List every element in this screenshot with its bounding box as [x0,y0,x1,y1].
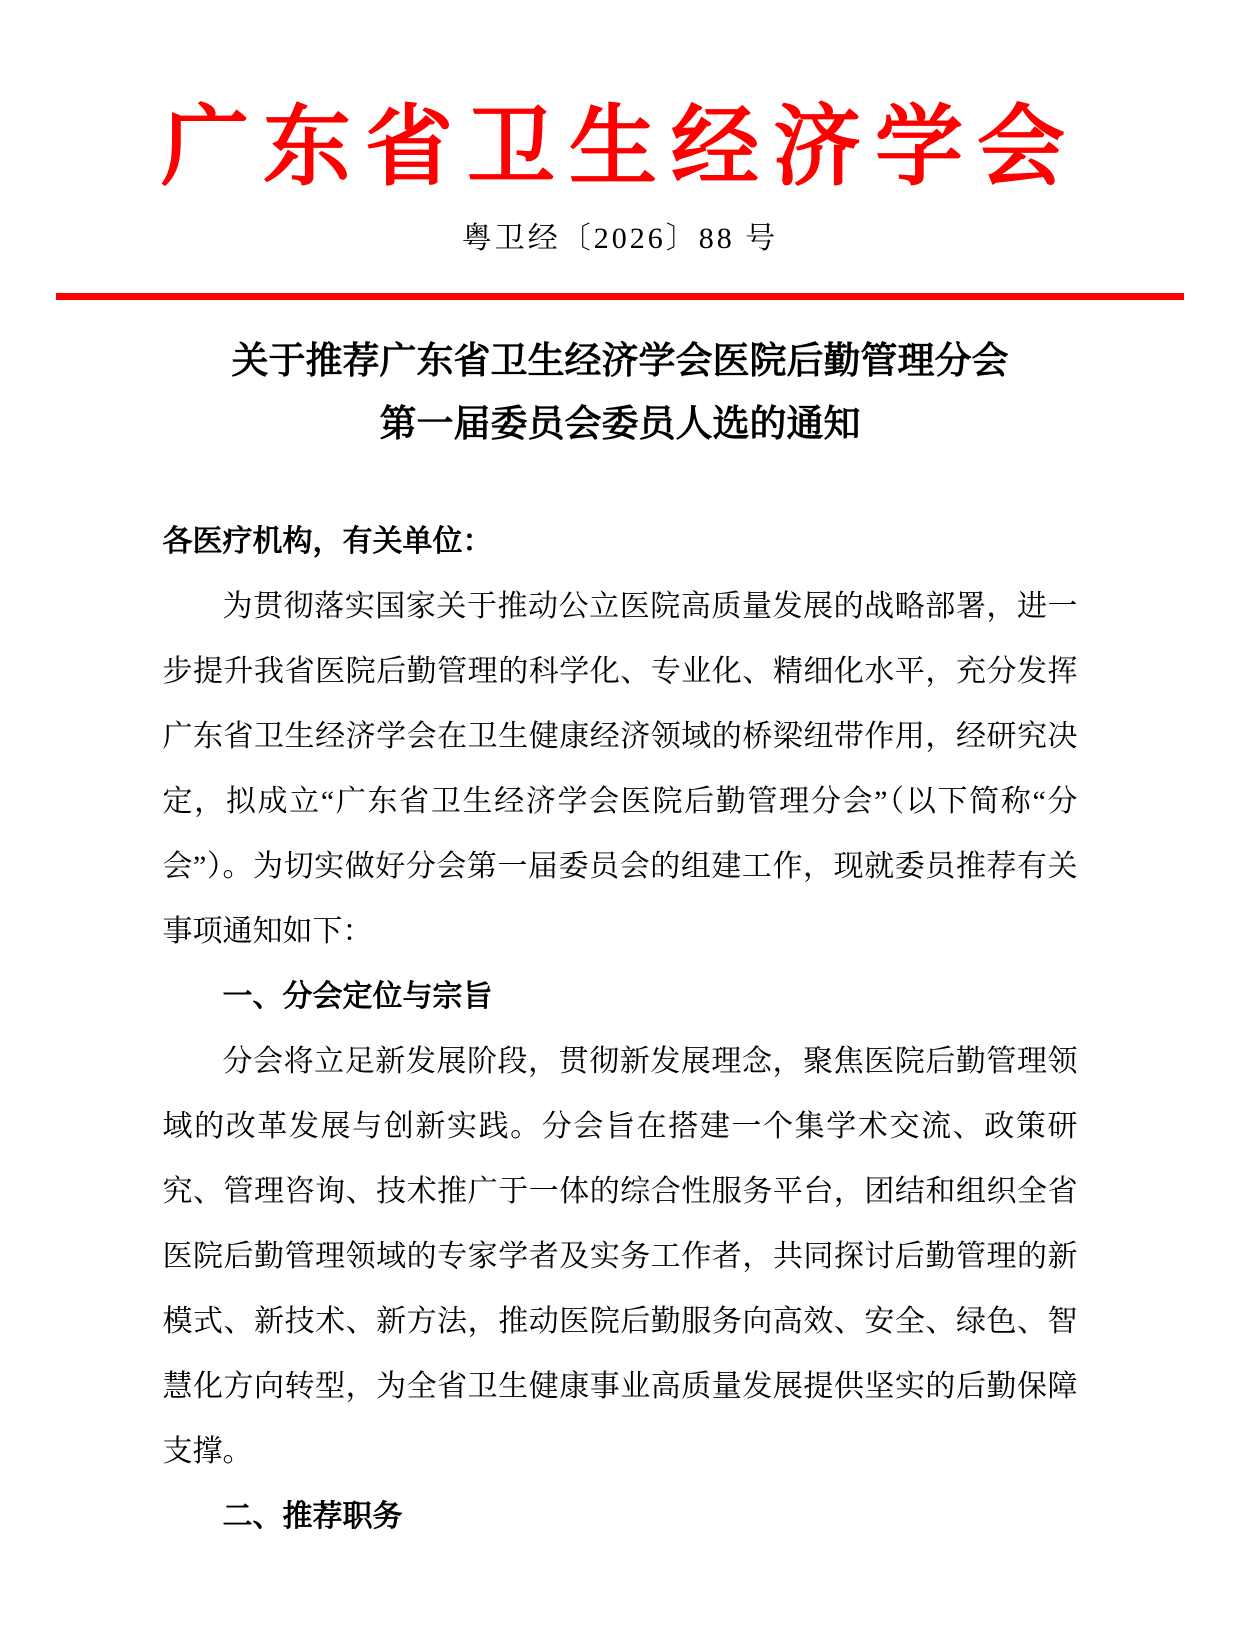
letterhead-org-name: 广东省卫生经济学会 [160,100,1079,197]
paragraph-1: 为贯彻落实国家关于推动公立医院高质量发展的战略部署，进一步提升我省医院后勤管理的科学化、专业化、精细化水平，充分发挥广东省卫生经济学会在卫生健康经济领域的桥梁纽带作用，经研究决定，拟成立“广东省卫生经济学会医院后勤管理分会”（以下简称“分会”）。为切实做好分会第一届委员会的组建工作，现就委员推荐有关事项通知如下： [162,589,1078,948]
section-2-heading: 二、推荐职务 [222,1499,403,1533]
doc-reference-number: 粤卫经〔2026〕88 号 [461,221,779,255]
document-title [0,330,1240,456]
document-title-line2: 第一届委员会委员人选的通知 [379,403,861,445]
salutation: 各医疗机构，有关单位： [162,524,493,558]
document-title-line1: 关于推荐广东省卫生经济学会医院后勤管理分会 [231,340,1009,382]
letterhead-divider-line [56,293,1184,300]
document-body [163,509,1078,1549]
paragraph-2: 分会将立足新发展阶段，贯彻新发展理念，聚焦医院后勤管理领域的改革发展与创新实践。分会旨在搭建一个集学术交流、政策研究、管理咨询、技术推广于一体的综合性服务平台，团结和组织全省医院后勤管理领域的专家学者及实务工作者，共同探讨后勤管理的新模式、新技术、新方法，推动医院后勤服务向高效、安全、绿色、智慧化方向转型，为全省卫生健康事业高质量发展提供坚实的后勤保障支撑。 [162,1044,1078,1468]
section-1-heading: 一、分会定位与宗旨 [222,979,493,1013]
